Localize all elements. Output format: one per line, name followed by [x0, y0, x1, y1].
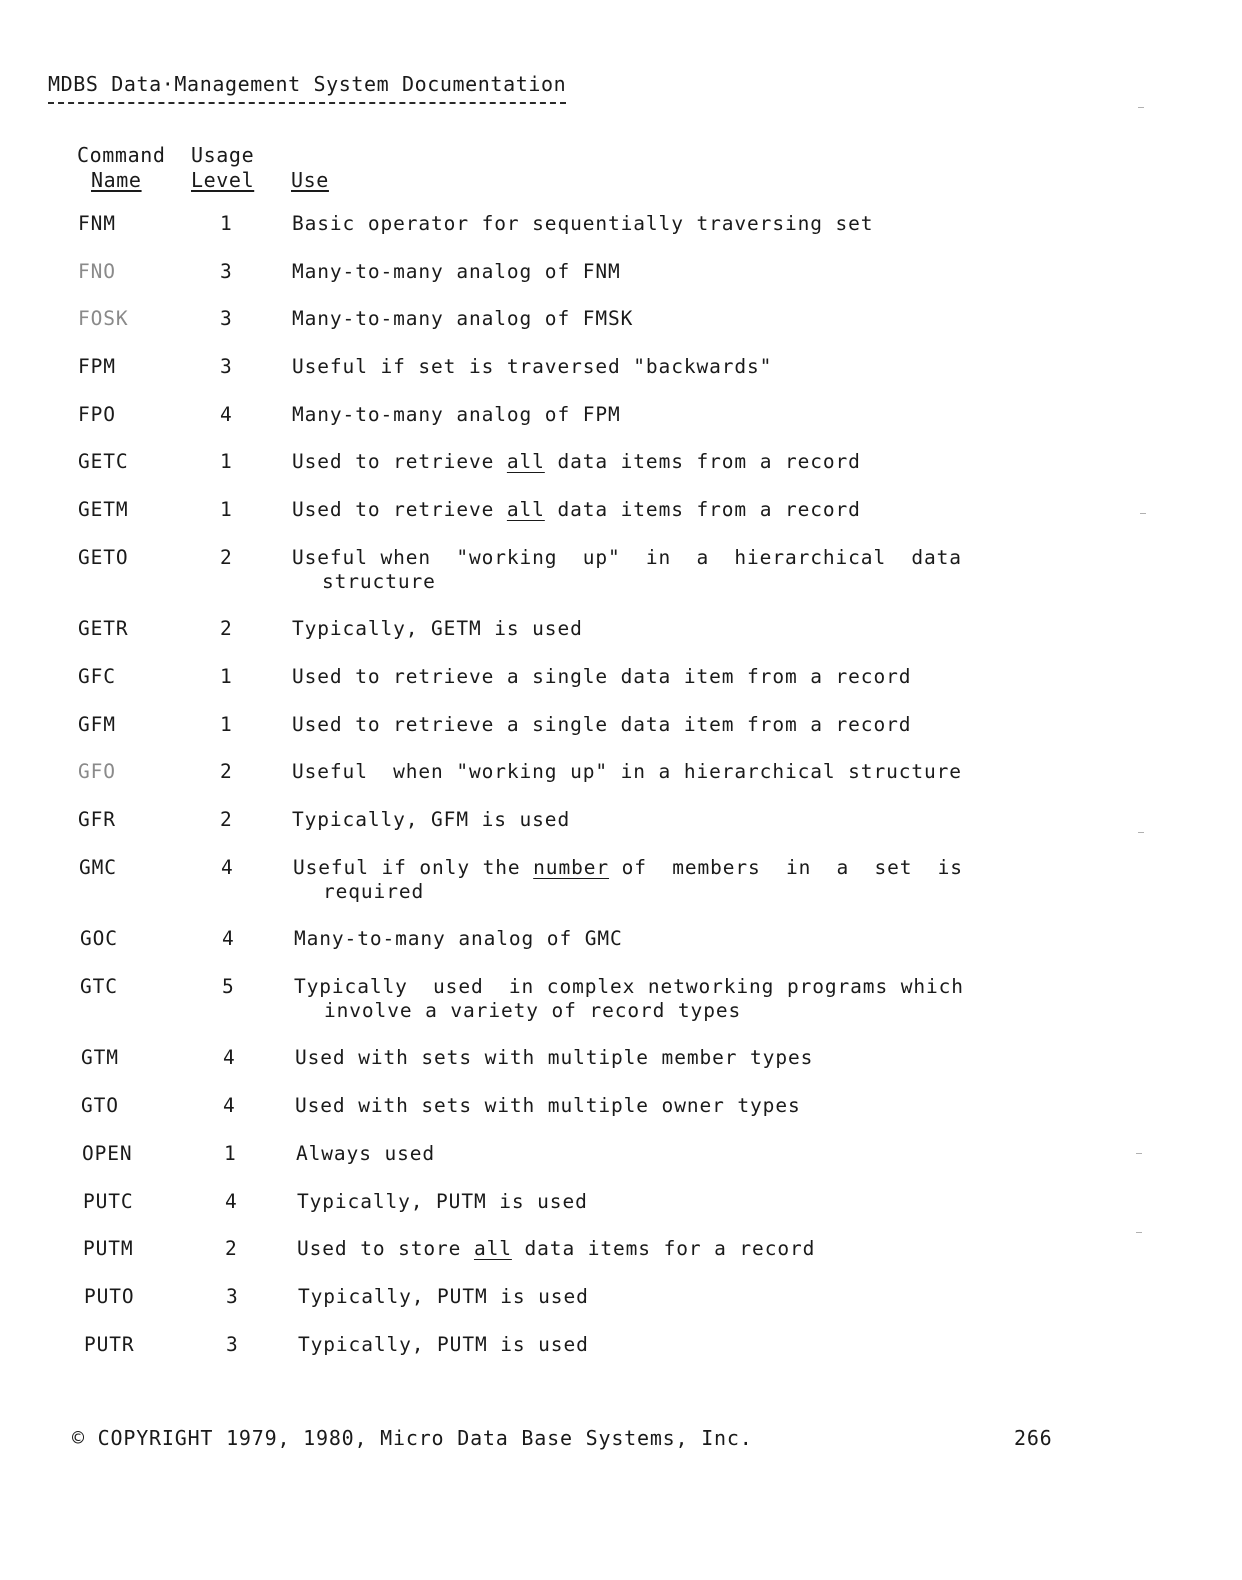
table-row — [0, 212, 1242, 236]
usage-level: 3 — [220, 307, 233, 331]
usage-level: 1 — [224, 1141, 237, 1165]
use-text: Used with sets with multiple owner types — [295, 1094, 801, 1118]
table-row — [0, 760, 1242, 784]
command-name: GFO — [78, 760, 116, 784]
command-name: GTC — [80, 974, 118, 998]
table-row — [2, 975, 1242, 1023]
use-text: Many-to-many analog of FNM — [292, 259, 621, 283]
table-row — [0, 546, 1242, 594]
usage-level: 1 — [220, 498, 233, 522]
use-description — [294, 975, 1054, 1023]
table-row — [4, 1142, 1242, 1166]
use-text: Used to retrieve — [292, 498, 507, 522]
document-title: MDBS Data·Management System Documentation — [48, 72, 567, 96]
scan-speck — [1138, 832, 1144, 833]
usage-level: 2 — [220, 760, 233, 784]
command-name: PUTO — [84, 1284, 135, 1308]
command-table — [0, 212, 1242, 1380]
use-text: of members in a set is — [609, 855, 963, 879]
use-description — [292, 546, 1052, 594]
use-text: Many-to-many analog of FPM — [292, 402, 621, 426]
command-name: GETM — [78, 498, 129, 522]
use-continuation: involve a variety of record types — [324, 998, 742, 1022]
use-emphasis: number — [533, 855, 610, 879]
command-name: PUTM — [83, 1237, 134, 1261]
command-name: GTM — [81, 1046, 119, 1070]
usage-level: 2 — [220, 617, 233, 641]
use-text: Typically, GETM is used — [292, 617, 583, 641]
use-text: Many-to-many analog of FMSK — [292, 307, 634, 331]
use-text: data items for a record — [511, 1237, 816, 1261]
column-header-usage — [191, 143, 254, 193]
command-name: GETO — [78, 545, 129, 569]
table-row — [0, 808, 1242, 832]
table-row — [0, 713, 1242, 737]
table-row — [3, 1046, 1242, 1070]
usage-level: 1 — [220, 450, 233, 474]
usage-level: 4 — [220, 402, 233, 426]
use-emphasis: all — [473, 1237, 512, 1261]
use-description — [292, 355, 1052, 379]
usage-level: 4 — [223, 1046, 236, 1070]
command-name: OPEN — [82, 1141, 133, 1165]
scan-speck — [1138, 107, 1144, 108]
command-name: PUTC — [83, 1189, 134, 1213]
column-header-command — [77, 143, 166, 193]
usage-level: 3 — [226, 1284, 239, 1308]
usage-level: 3 — [220, 355, 233, 379]
usage-level: 4 — [222, 927, 235, 951]
column-header-use-label: Use — [291, 168, 329, 192]
scan-speck — [1136, 1153, 1142, 1154]
use-text: Typically, PUTM is used — [297, 1189, 588, 1213]
use-description — [292, 808, 1052, 832]
command-name: GFM — [78, 712, 116, 736]
command-name: GETC — [78, 450, 129, 474]
usage-level: 2 — [220, 545, 233, 569]
use-description — [292, 450, 1052, 474]
command-name: FOSK — [78, 307, 129, 331]
table-row — [6, 1285, 1242, 1309]
use-text: Useful when "working up" in a hierarchical data — [292, 545, 962, 569]
use-text: Typically, PUTM is used — [298, 1284, 589, 1308]
use-description — [296, 1142, 1056, 1166]
use-text: data items from a record — [544, 498, 861, 522]
usage-level: 3 — [226, 1332, 239, 1356]
table-row — [5, 1237, 1242, 1261]
use-description — [297, 1190, 1057, 1214]
header-rule — [48, 102, 566, 104]
use-continuation: required — [323, 879, 425, 903]
use-text: Used to retrieve a single data item from a record — [292, 665, 912, 688]
usage-level: 1 — [220, 212, 233, 235]
usage-level: 4 — [223, 1094, 236, 1118]
table-row — [5, 1190, 1242, 1214]
table-row — [0, 498, 1242, 522]
usage-level: 4 — [225, 1189, 238, 1213]
use-text: Used with sets with multiple member types — [295, 1046, 814, 1070]
use-text: Useful when "working up" in a hierarchical structure — [292, 760, 962, 784]
use-text: Used to store — [297, 1237, 474, 1261]
command-name: GTO — [81, 1094, 119, 1118]
use-description — [297, 1237, 1057, 1261]
usage-level: 2 — [220, 808, 233, 832]
table-row — [0, 355, 1242, 379]
scan-speck — [1140, 513, 1146, 514]
usage-level: 5 — [222, 974, 235, 998]
use-description — [292, 760, 1052, 784]
column-header-command-bottom: Name — [91, 168, 142, 192]
command-name: GMC — [79, 855, 117, 879]
command-name: FPM — [78, 355, 116, 379]
use-description — [292, 403, 1052, 427]
copyright-footer: © COPYRIGHT 1979, 1980, Micro Data Base Systems, Inc. — [72, 1426, 753, 1450]
command-name: FNO — [78, 259, 116, 283]
use-description — [293, 856, 1053, 904]
use-description — [298, 1333, 1058, 1357]
use-description — [295, 1046, 1055, 1070]
usage-level: 3 — [220, 259, 233, 283]
command-name: FNM — [78, 212, 116, 235]
table-row — [6, 1333, 1242, 1357]
usage-level: 4 — [221, 855, 234, 879]
usage-level: 1 — [220, 712, 233, 736]
use-description — [295, 1094, 1055, 1118]
page-header — [48, 72, 566, 104]
command-name: GFR — [78, 808, 116, 832]
use-description — [292, 665, 1052, 689]
column-header-use — [291, 168, 329, 193]
use-continuation: structure — [322, 569, 436, 593]
table-row — [3, 1094, 1242, 1118]
table-row — [1, 856, 1242, 904]
use-text: Typically, PUTM is used — [298, 1332, 589, 1356]
use-text: Always used — [296, 1141, 436, 1165]
use-description — [292, 260, 1052, 284]
usage-level: 2 — [225, 1237, 238, 1261]
page-number: 266 — [1014, 1426, 1053, 1450]
table-row — [0, 307, 1242, 331]
use-description — [292, 307, 1052, 331]
command-name: GOC — [80, 927, 118, 951]
table-row — [2, 927, 1242, 951]
column-header-usage-bottom: Level — [191, 168, 255, 192]
use-description — [292, 212, 1052, 236]
table-row — [0, 617, 1242, 641]
use-text: data items from a record — [544, 450, 861, 474]
scan-speck — [1136, 1232, 1142, 1233]
table-row — [0, 665, 1242, 689]
column-header-command-top: Command — [77, 143, 166, 167]
command-name: PUTR — [84, 1332, 135, 1356]
table-row — [0, 403, 1242, 427]
use-text: Basic operator for sequentially traversing set — [292, 212, 874, 235]
use-text: Useful if set is traversed "backwards" — [292, 355, 773, 379]
table-row — [0, 260, 1242, 284]
use-description — [292, 498, 1052, 522]
command-name: FPO — [78, 402, 116, 426]
command-name: GFC — [78, 665, 116, 688]
use-description — [292, 713, 1052, 737]
use-text: Useful if only the — [293, 855, 534, 879]
column-header-usage-top: Usage — [191, 143, 255, 167]
use-description — [298, 1285, 1058, 1309]
table-row — [0, 450, 1242, 474]
use-text: Used to retrieve — [292, 450, 507, 474]
use-text: Many-to-many analog of GMC — [294, 927, 623, 951]
use-description — [292, 617, 1052, 641]
use-emphasis: all — [506, 450, 545, 474]
use-description — [294, 927, 1054, 951]
usage-level: 1 — [220, 665, 233, 688]
use-text: Used to retrieve a single data item from a record — [292, 712, 912, 736]
use-emphasis: all — [506, 498, 545, 522]
use-text: Typically used in complex networking programs which — [294, 974, 964, 998]
command-name: GETR — [78, 617, 129, 641]
use-text: Typically, GFM is used — [292, 808, 571, 832]
